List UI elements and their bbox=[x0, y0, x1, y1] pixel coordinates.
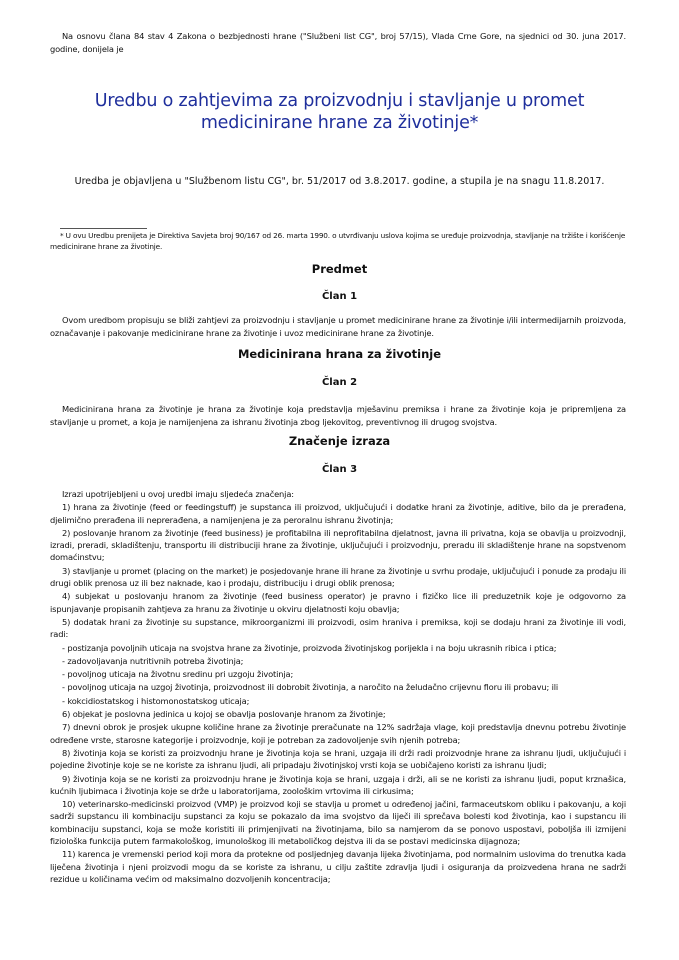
definitions-intro: Izrazi upotrijebljeni u ovoj uredbi imaju sljedeća značenja: bbox=[62, 489, 294, 499]
preamble: Na osnovu člana 84 stav 4 Zakona o bezbjednosti hrane ("Službeni list CG", broj 57/15), Vlada Crne Gore, na sjednici od 30. juna 2017. godine, donijela je bbox=[50, 31, 626, 54]
section-heading-medicinirana-hrana: Medicinirana hrana za životinje bbox=[237, 347, 442, 361]
section-heading-predmet: Predmet bbox=[311, 262, 368, 276]
definition-subitem: - povoljnog uticaja na životnu sredinu pri uzgoju životinja; bbox=[62, 669, 294, 680]
definition-item: 9) životinja koja se ne koristi za proizvodnju hrane je životinja koja se hrani, uzgaja i drži, ali se ne koristi za ishranu ljudi, poput krznašica, kućnih ljubimaca i životinja koje se drže u laboratorijama, zoološkim vrtovima ili cirkusima; bbox=[50, 773, 626, 796]
definition-subitem: - kokcidiostatskog i histomonostatskog uticaja; bbox=[62, 695, 250, 706]
definition-item: 1) hrana za životinje (feed or feedingstuff) je supstanca ili proizvod, uključujući i dodatke hrani za životinje, aditive, bilo da je prerađena, djelimično prerađena ili neprerađena, a namijenjena je za peroralnu ishranu životinja; bbox=[50, 502, 626, 525]
definition-item: 5) dodatak hrani za životinje su supstance, mikroorganizmi ili proizvodi, osim hraniva i premiksa, koji se dodaju hrani za životinje ili vodi, radi: bbox=[50, 616, 626, 640]
footnote-divider bbox=[60, 228, 147, 229]
title-line-1: Uredbu o zahtjevima za proizvodnju i stavljanje u promet bbox=[94, 91, 585, 111]
definition-item: 3) stavljanje u promet (placing on the market) je posjedovanje hrane ili hrane za životinje u svrhu prodaje, uključujući i ponude za prodaju ili drugi oblik prenosa uz ili bez naknade, kao i prodaju, distribuciju i drugi oblik prenosa; bbox=[50, 565, 626, 589]
article-1-text: Ovom uredbom propisuju se bliži zahtjevi za proizvodnju i stavljanje u promet medicinirane hrane za životinje i/ili intermedijarnih proizvoda, označavanje i pakovanje medicinirane hrane za životinje i uvoz medicinirane hrane za životinje. bbox=[50, 315, 626, 338]
article-2-text: Medicinirana hrana za životinje je hrana za životinje koja predstavlja mješavinu premiksa i hrane za životinje koja je pripremljena za stavljanje u promet, a koja je namijenjena za ishranu životinja zbog ljekovitog, preventivnog ili drugog svojstva. bbox=[50, 404, 626, 427]
definition-item: 6) objekat je poslovna jedinica u kojoj se obavlja poslovanje hranom za životinje; bbox=[62, 709, 386, 720]
document-title bbox=[0, 90, 679, 134]
section-heading-znacenje-izraza: Značenje izraza bbox=[288, 434, 391, 448]
definition-subitem: - zadovoljavanja nutritivnih potreba životinja; bbox=[62, 655, 244, 666]
definition-item: 2) poslovanje hranom za životinje (feed business) je profitabilna ili neprofitabilna djelatnost, javna ili privatna, koja se obavlja u proizvodnji, izradi, preradi, skladištenju, transportu ili distribuciji hrane za životinje, uključujući i proizvodnju, preradu ili skladištenje hrane na sopstvenom domaćinstvu; bbox=[50, 527, 626, 563]
definition-subitem: - postizanja povoljnih uticaja na svojstva hrane za životinje, proizvoda životinjskog porijekla i na boju ukrasnih ribica i ptica; bbox=[62, 642, 557, 653]
definition-item: 4) subjekat u poslovanju hranom za životinje (feed business operator) je pravno i fizičko lice ili preduzetnik koje je odgovorno za ispunjavanje propisanih zahtjeva za hranu za životinje u okviru djelatnosti koju obavlja; bbox=[50, 591, 626, 614]
article-3-label: Član 3 bbox=[321, 464, 358, 475]
article-2-label: Član 2 bbox=[321, 377, 358, 388]
definition-subitem: - povoljnog uticaja na uzgoj životinja, proizvodnost ili dobrobit životinja, a naročito na želudačno crijevnu floru ili probavu; ili bbox=[62, 682, 559, 693]
definition-item: 7) dnevni obrok je prosjek ukupne količine hrane za životinje preračunate na 12% sadržaja vlage, koji predstavlja dnevnu potrebu životinje određene vrste, starosne kategorije i proizvodnje, koji je potreban za zadovoljenje svih njenih potreba; bbox=[50, 722, 626, 745]
definition-item: 11) karenca je vremenski period koji mora da protekne od posljednjeg davanja lijeka životinjama, pod normalnim uslovima do trenutka kada liječena životinja i njeni proizvodi mogu da se koriste za ishranu, u cilju zaštite zdravlja ljudi i osiguranja da proizvedena hrana ne sadrži rezidue u količinama većim od maksimalno dozvoljenih koncentracija; bbox=[50, 849, 626, 884]
article-1-label: Član 1 bbox=[321, 291, 358, 302]
definition-item: 10) veterinarsko-medicinski proizvod (VMP) je proizvod koji se stavlja u promet u određenoj jačini, farmaceutskom obliku i pakovanju, a koji sadrži supstancu ili kombinaciju supstanci za koju se pokazalo da ima svojstvo da liječi ili sprečava bolesti kod životinja, kao i supstancu ili kombinaciju supstanci, koja se može koristiti ili primjenjivati na životinjama, bilo sa namjerom da se ponovo uspostavi, poboljša ili izmijeni fiziološka funkcija putem farmakološkog, imunološkog ili metaboličkog dejstva ili da se postavi medicinska dijagnoza; bbox=[50, 799, 626, 847]
title-line-2: medicinirane hrane za životinje* bbox=[200, 113, 479, 133]
definitions-list bbox=[50, 488, 626, 886]
footnote: * U ovu Uredbu prenijeta je Direktiva Savjeta broj 90/167 od 26. marta 1990. o utvrđivanju uslova kojima se uređuje proizvodnja, stavljanje na tržište i korišćenje medicinirane hrane za životinje. bbox=[50, 231, 626, 251]
publication-note: Uredba je objavljena u "Službenom listu CG", br. 51/2017 od 3.8.2017. godine, a stupila je na snagu 11.8.2017. bbox=[74, 176, 605, 187]
definition-item: 8) životinja koja se koristi za proizvodnju hrane je životinja koja se hrani, uzgaja ili drži radi proizvodnje hrane za ishranu ljudi, uključujući i pojedine životinje koje se ne koriste za ishranu ljudi, ali pripadaju životinjskoj vrsti koja se uobičajeno koristi za ishranu ljudi; bbox=[50, 747, 626, 771]
